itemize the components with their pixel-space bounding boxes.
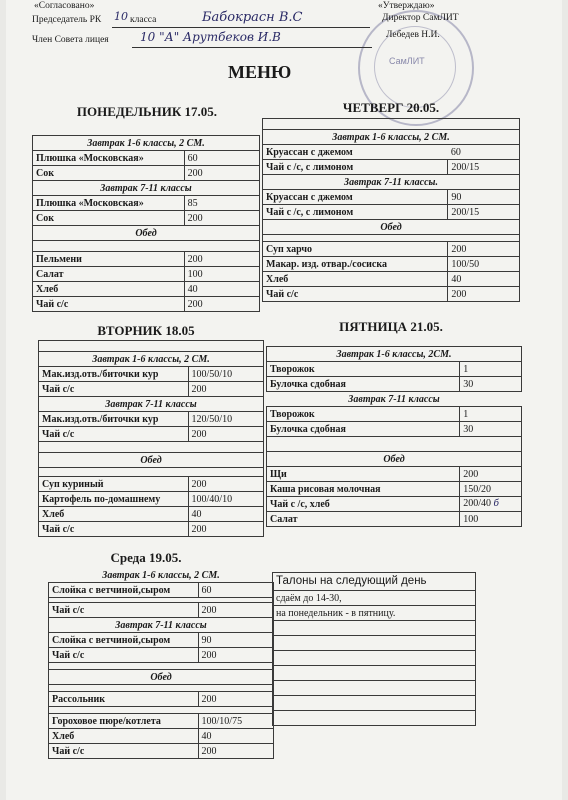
table-row: Рассольник 200 bbox=[49, 692, 274, 707]
table-row: Щи 200 bbox=[267, 467, 522, 482]
thursday-breakfast-senior: Завтрак 7-11 классы. bbox=[263, 175, 520, 190]
table-row: Булочка сдобная 30 bbox=[267, 377, 522, 392]
tickets-line-3: на понедельник - в пятницу. bbox=[273, 606, 476, 621]
thursday-lunch: Обед bbox=[263, 220, 520, 235]
table-row: Плюшка «Московская» 60 bbox=[33, 151, 260, 166]
table-row: Творожок 1 bbox=[267, 407, 522, 422]
table-row: Круассан с джемом 60 bbox=[263, 145, 520, 160]
table-row: Хлеб 40 bbox=[33, 282, 260, 297]
table-row: Каша рисовая молочная 150/20 bbox=[267, 482, 522, 497]
table-row: Чай с /с, с лимоном 200/15 bbox=[263, 205, 520, 220]
wednesday-breakfast-junior: Завтрак 1-6 классы, 2 СМ. bbox=[102, 569, 220, 581]
friday-breakfast-junior: Завтрак 1-6 классы, 2СМ. bbox=[267, 347, 522, 362]
tuesday-table bbox=[38, 340, 264, 537]
council-signature-line bbox=[132, 47, 372, 48]
day-tuesday: ВТОРНИК 18.05 bbox=[97, 323, 195, 338]
wednesday-table bbox=[48, 568, 274, 759]
table-row: Чай с /с, с лимоном 200/15 bbox=[263, 160, 520, 175]
monday-table bbox=[32, 120, 260, 312]
table-row: Чай с/с 200 bbox=[39, 382, 264, 397]
chair-signature: Бабокрасн В.С bbox=[202, 10, 303, 25]
wednesday-lunch: Обед bbox=[49, 670, 274, 685]
monday-lunch: Обед bbox=[33, 226, 260, 241]
director-label: Директор СамЛИТ bbox=[382, 13, 459, 23]
tuesday-breakfast-junior: Завтрак 1-6 классы, 2 СМ. bbox=[39, 352, 264, 367]
table-row: Сок 200 bbox=[33, 211, 260, 226]
council-label: Член Совета лицея bbox=[32, 35, 109, 45]
table-row: Чай с /с, хлеб 200/40 б bbox=[267, 497, 522, 512]
table-row: Пельмени 200 bbox=[33, 252, 260, 267]
thursday-table bbox=[262, 118, 520, 302]
table-row: Мак.изд.отв./биточки кур 120/50/10 bbox=[39, 412, 264, 427]
table-row: Макар. изд. отвар./сосиска 100/50 bbox=[263, 257, 520, 272]
chair-label: Председатель РК bbox=[32, 15, 102, 25]
wednesday-breakfast-senior: Завтрак 7-11 классы bbox=[49, 618, 274, 633]
table-row: Салат 100 bbox=[267, 512, 522, 527]
page-title: МЕНЮ bbox=[228, 62, 292, 82]
chair-class-handwritten: 10 bbox=[114, 10, 128, 23]
chair-signature-line bbox=[112, 27, 370, 28]
day-monday: ПОНЕДЕЛЬНИК 17.05. bbox=[76, 104, 218, 119]
day-wednesday: Среда 19.05. bbox=[110, 550, 182, 565]
council-signature: 10 "А" Арутбеков И.В bbox=[140, 30, 281, 44]
table-row: Хлеб 40 bbox=[49, 729, 274, 744]
table-row: Чай с/с 200 bbox=[33, 297, 260, 312]
table-row: Хлеб 40 bbox=[263, 272, 520, 287]
tuesday-breakfast-senior: Завтрак 7-11 классы bbox=[39, 397, 264, 412]
table-row: Гороховое пюре/котлета 100/10/75 bbox=[49, 714, 274, 729]
table-row: Мак.изд.отв./биточки кур 100/50/10 bbox=[39, 367, 264, 382]
table-row: Чай с/с 200 bbox=[49, 603, 274, 618]
table-row: Салат 100 bbox=[33, 267, 260, 282]
table-row: Чай с/с 200 bbox=[263, 287, 520, 302]
friday-table bbox=[266, 346, 522, 527]
tickets-line-2: сдаём до 14-30, bbox=[273, 591, 476, 606]
table-row: Творожок 1 bbox=[267, 362, 522, 377]
friday-lunch: Обед bbox=[267, 452, 522, 467]
tickets-box bbox=[272, 572, 476, 726]
friday-breakfast-senior: Завтрак 7-11 классы bbox=[348, 393, 440, 405]
table-row: Чай с/с 200 bbox=[39, 522, 264, 537]
thursday-breakfast-junior: Завтрак 1-6 классы, 2 СМ. bbox=[263, 130, 520, 145]
table-row: Круассан с джемом 90 bbox=[263, 190, 520, 205]
table-row: Суп харчо 200 bbox=[263, 242, 520, 257]
tickets-line-1: Талоны на следующий день bbox=[273, 573, 476, 591]
table-row: Чай с/с 200 bbox=[49, 744, 274, 759]
day-thursday: ЧЕТВЕРГ 20.05. bbox=[342, 100, 440, 115]
menu-page bbox=[6, 0, 562, 800]
table-row: Булочка сдобная 30 bbox=[267, 422, 522, 437]
stamp-text: СамЛИТ bbox=[389, 56, 425, 66]
table-row: Чай с/с 200 bbox=[49, 648, 274, 663]
table-row: Сок 200 bbox=[33, 166, 260, 181]
director-name: Лебедев Н.И. bbox=[386, 30, 440, 40]
table-row: Плюшка «Московская» 85 bbox=[33, 196, 260, 211]
chair-class-word: класса bbox=[130, 15, 157, 25]
table-row: Хлеб 40 bbox=[39, 507, 264, 522]
table-row: Чай с/с 200 bbox=[39, 427, 264, 442]
day-friday: ПЯТНИЦА 21.05. bbox=[339, 319, 443, 334]
table-row: Слойка с ветчиной,сыром 60 bbox=[49, 583, 274, 598]
monday-breakfast-junior: Завтрак 1-6 классы, 2 СМ. bbox=[33, 136, 260, 151]
agreed-label: «Согласовано» bbox=[34, 1, 95, 11]
approved-label: «Утверждаю» bbox=[378, 1, 435, 11]
table-row: Слойка с ветчиной,сыром 90 bbox=[49, 633, 274, 648]
handwritten-mark: б bbox=[493, 499, 499, 509]
table-row: Картофель по-домашнему 100/40/10 bbox=[39, 492, 264, 507]
monday-breakfast-senior: Завтрак 7-11 классы bbox=[33, 181, 260, 196]
tuesday-lunch: Обед bbox=[39, 453, 264, 468]
table-row: Суп куриный 200 bbox=[39, 477, 264, 492]
